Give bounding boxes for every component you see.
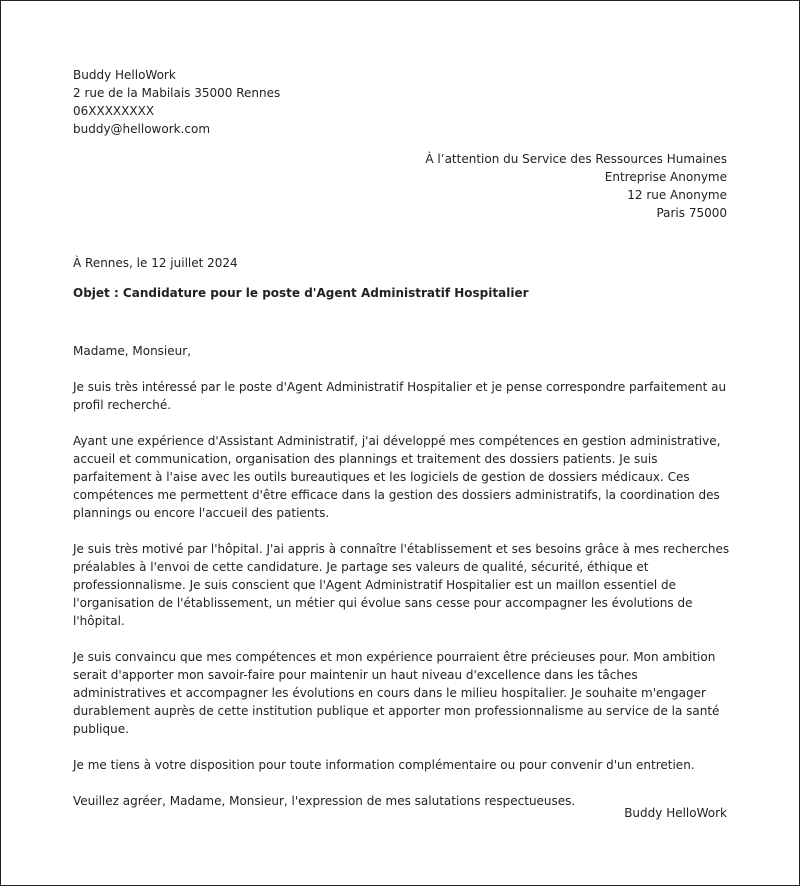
recipient-street: 12 rue Anonyme bbox=[627, 188, 727, 202]
sender-phone: 06XXXXXXXX bbox=[73, 104, 155, 118]
paragraph-intro: Je suis très intéressé par le poste d'Agent Administratif Hospitalier et je pense correspondre parfaitement au profil recherché. bbox=[73, 380, 727, 412]
recipient-company: Entreprise Anonyme bbox=[604, 170, 727, 184]
sender-address: 2 rue de la Mabilais 35000 Rennes bbox=[73, 86, 281, 100]
sender-email: buddy@hellowork.com bbox=[73, 122, 211, 136]
letter-date: À Rennes, le 12 juillet 2024 bbox=[73, 256, 238, 270]
paragraph-availability: Je me tiens à votre disposition pour toute information complémentaire ou pour convenir d'un entretien. bbox=[73, 758, 695, 772]
paragraph-closing: Veuillez agréer, Madame, Monsieur, l'expression de mes salutations respectueuses. bbox=[73, 794, 576, 808]
sender-block bbox=[73, 66, 473, 138]
paragraph-motivation: Je suis très motivé par l'hôpital. J'ai appris à connaître l'établissement et ses besoins grâce à mes recherches préalables à l'envoi de cette candidature. Je partage ses valeurs de qualité, sécurité, éthique et professionnalisme. Je suis conscient que l'Agent Administratif Hospitalier est un maillon essentiel de l'organisation de l'établissement, un métier qui évolue sans cesse pour accompagner les évolutions de l'hôpital. bbox=[73, 542, 730, 628]
recipient-city: Paris 75000 bbox=[656, 206, 727, 220]
salutation: Madame, Monsieur, bbox=[73, 344, 192, 358]
paragraph-ambition: Je suis convaincu que mes compétences et mon expérience pourraient être précieuses pour. Mon ambition serait d'apporter mon savoir-faire pour maintenir un haut niveau d'excellence dans les tâches administratives et accompagner les évolutions en cours dans le milieu hospitalier. Je souhaite m'engager durablement auprès de cette institution publique et apporter mon professionnalisme au service de la santé publique. bbox=[73, 650, 720, 736]
letter-body bbox=[73, 342, 733, 828]
paragraph-experience: Ayant une expérience d'Assistant Administratif, j'ai développé mes compétences en gestion administrative, accueil et communication, organisation des plannings et traitement des dossiers patients. Je suis parfaitement à l'aise avec les outils bureautiques et les logiciels de gestion de dossiers médicaux. Ces compétences me permettent d'être efficace dans la gestion des dossiers administratifs, la coordination des plannings ou encore l'accueil des patients. bbox=[73, 434, 721, 520]
recipient-attention: À l’attention du Service des Ressources Humaines bbox=[425, 152, 727, 166]
letter-subject: Objet : Candidature pour le poste d'Agent Administratif Hospitalier bbox=[73, 286, 529, 300]
sender-name: Buddy HelloWork bbox=[73, 68, 176, 82]
signature: Buddy HelloWork bbox=[624, 806, 727, 820]
recipient-block bbox=[307, 150, 727, 222]
